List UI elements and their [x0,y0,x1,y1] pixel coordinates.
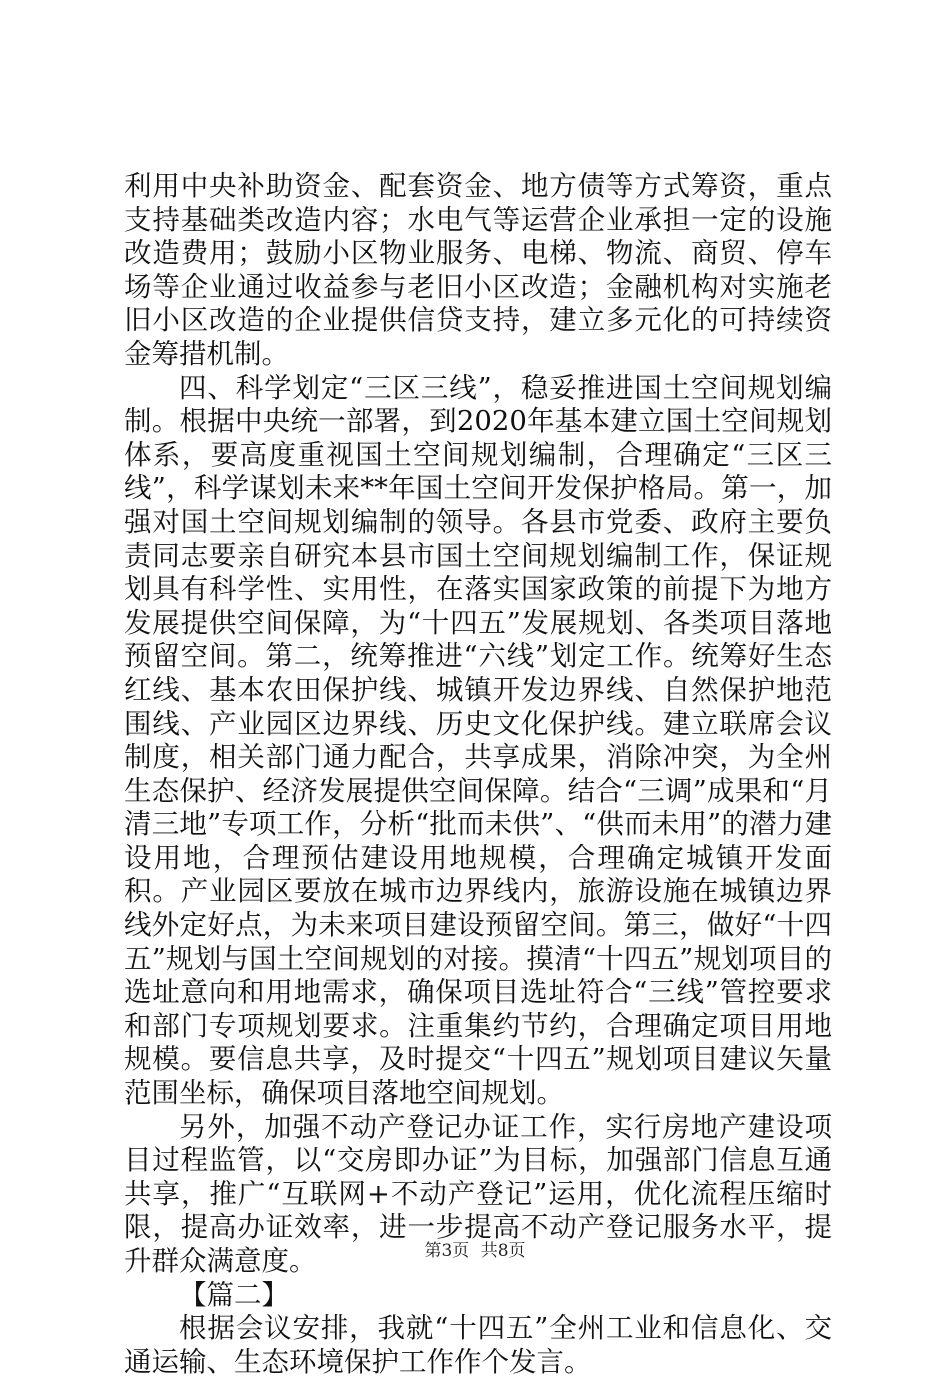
page-footer [0,1240,950,1262]
section-heading-part-two: 【篇二】 [179,1278,289,1311]
paragraph-funding: 利用中央补助资金、配套资金、地方债等方式筹资，重点支持基础类改造内容；水电气等运营企业承担一定的设施改造费用；鼓励小区物业服务、电梯、物流、商贸、停车场等企业通过收益参与老旧小区改造；金融机构对实施老旧小区改造的企业提供信贷支持，建立多元化的可持续资金筹措机制。 [124,170,832,370]
document-body [124,170,832,1379]
page-number: 第3页 [424,1241,470,1261]
paragraph-spatial-planning: 四、科学划定“三区三线”，稳妥推进国土空间规划编制。根据中央统一部署，到2020年基本建立国土空间规划体系，要高度重视国土空间规划编制，合理确定“三区三线”，科学谋划未来**年国土空间开发保护格局。第一，加强对国土空间规划编制的领导。各县市党委、政府主要负责同志要亲自研究本县市国土空间规划编制工作，保证规划具有科学性、实用性，在落实国家政策的前提下为地方发展提供空间保障，为“十四五”发展规划、各类项目落地预留空间。第二，统筹推进“六线”划定工作。统筹好生态红线、基本农田保护线、城镇开发边界线、自然保护地范围线、产业园区边界线、历史文化保护线。建立联席会议制度，相关部门通力配合，共享成果，消除冲突，为全州生态保护、经济发展提供空间保障。结合“三调”成果和“月清三地”专项工作，分析“批而未供”、“供而未用”的潜力建设用地，合理预估建设用地规模，合理确定城镇开发面积。产业园区要放在城市边界线内，旅游设施在城镇边界线外定好点，为未来项目建设预留空间。第三，做好“十四五”规划与国土空间规划的对接。摸清“十四五”规划项目的选址意向和用地需求，确保项目选址符合“三线”管控要求和部门专项规划要求。注重集约节约，合理确定项目用地规模。要信息共享，及时提交“十四五”规划项目建议矢量范围坐标，确保项目落地空间规划。 [124,371,832,1110]
paragraph-part-two-intro: 根据会议安排，我就“十四五”全州工业和信息化、交通运输、生态环境保护工作作个发言。 [124,1312,832,1378]
page-total: 共8页 [480,1241,526,1261]
paragraph-real-estate-registration: 另外，加强不动产登记办证工作，实行房地产建设项目过程监管，以“交房即办证”为目标，加强部门信息互通共享，推广“互联网+不动产登记”运用，优化流程压缩时限，提高办证效率，进一步提高不动产登记服务水平，提升群众满意度。 [124,1110,832,1277]
